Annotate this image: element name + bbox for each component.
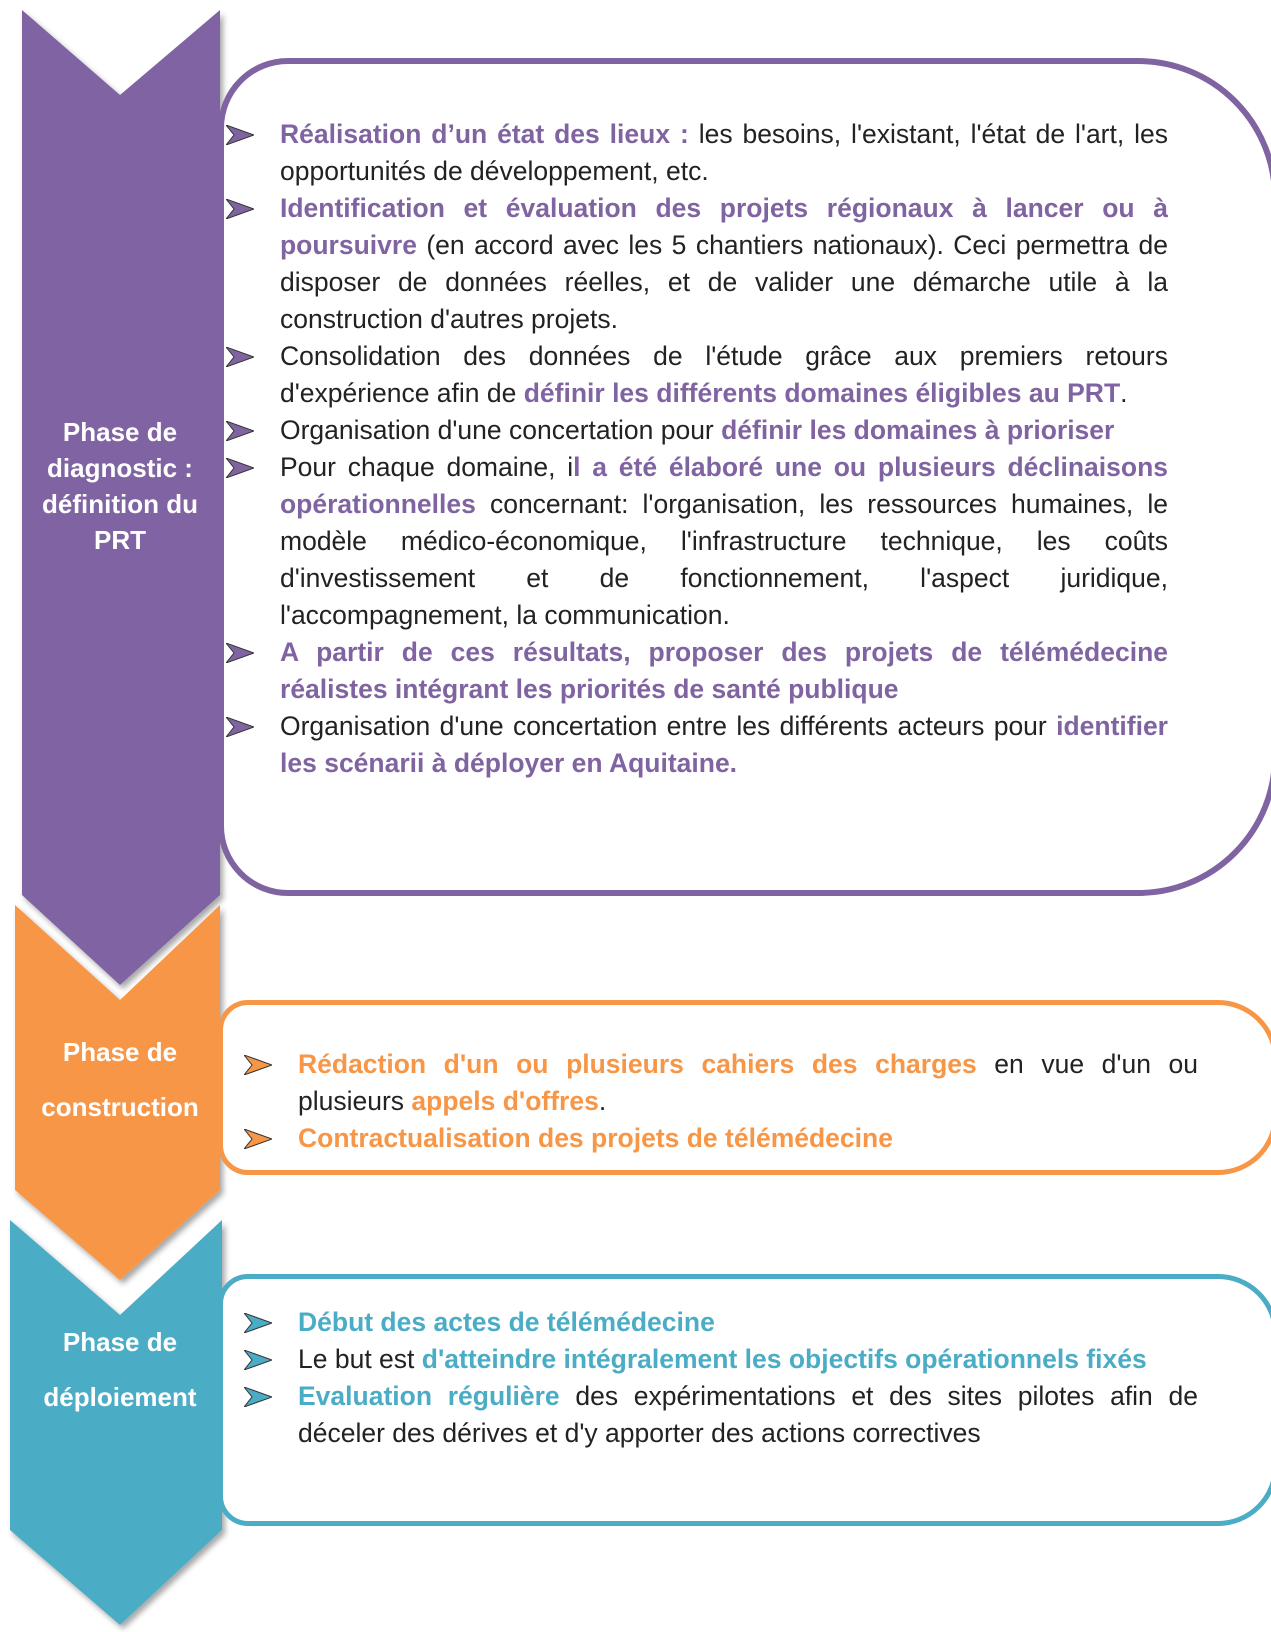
arrow-bullet-icon [226,643,254,663]
highlight-text: d'atteindre intégralement les objectifs opérationnels fixés [421,1344,1147,1374]
body-text: Pour chaque domaine, i [280,452,574,482]
arrow-bullet-icon [244,1313,272,1333]
list-item [222,412,1168,449]
body-text: Organisation d'une concertation pour [280,415,722,445]
body-text: Consolidation des données de l'étude grâce aux premiers retours d'expérience afin de [280,341,1168,408]
body-text: des expérimentations et des sites pilotes afin de déceler des dérives et d'y apporter des actions correctives [298,1381,1198,1448]
body-text: les besoins, l'existant, l'état de l'art, les opportunités de développement, etc. [280,119,1169,186]
list-item [222,338,1168,412]
arrow-bullet-icon [226,125,254,145]
body-text: Organisation d'une concertation entre les différents acteurs pour [280,711,1057,741]
arrow-bullet-icon [244,1129,272,1149]
body-text: Le but est [298,1344,422,1374]
list-item [240,1304,1198,1341]
diagnostic-list [222,116,1168,782]
highlight-text: Réalisation d’un état des lieux : [280,119,699,149]
body-text: . [1120,378,1128,408]
list-item [240,1046,1198,1120]
deploiement-list [240,1304,1198,1452]
highlight-text: appels d'offres [411,1086,599,1116]
highlight-text: Rédaction d'un ou plusieurs cahiers des charges [298,1049,977,1079]
phase-label-deploiement: Phase de déploiement [43,1327,197,1412]
list-item [240,1120,1198,1157]
arrow-bullet-icon [244,1055,272,1075]
arrow-bullet-icon [226,421,254,441]
highlight-text: définir les domaines à prioriser [721,415,1115,445]
phase-label-construction: Phase de construction [41,1037,199,1122]
highlight-text: Début des actes de télémédecine [298,1307,715,1337]
list-item [240,1378,1198,1452]
construction-list [240,1046,1198,1157]
arrow-bullet-icon [226,717,254,737]
list-item [222,708,1168,782]
body-text: . [598,1086,607,1116]
body-text: concernant: l'organisation, les ressources humaines, le modèle médico-économique, l'infrastructure technique, les coûts d'investissement et de fonctionnement, l'aspect juridique, l'accompagnement, la communication. [280,489,1168,630]
highlight-text: Evaluation régulière [298,1381,560,1411]
arrow-bullet-icon [226,347,254,367]
body-text: (en accord avec les 5 chantiers nationaux). Ceci permettra de disposer de données réelles, et de valider une démarche utile à la construction d'autres projets. [280,230,1168,334]
highlight-text: identifier les scénarii à déployer en Aquitaine. [280,711,1168,778]
highlight-text: Identification et évaluation des projets régionaux à lancer ou à poursuivre [280,193,1168,260]
phase-label-diagnostic: Phase de diagnostic : définition du PRT [42,417,198,555]
arrow-bullet-icon [244,1387,272,1407]
list-item [222,449,1168,634]
highlight-text: définir les différents domaines éligibles au PRT [523,378,1121,408]
body-text: en vue d'un ou plusieurs [298,1049,1198,1116]
list-item [222,190,1168,338]
arrow-bullet-icon [244,1350,272,1370]
arrow-bullet-icon [226,458,254,478]
arrow-bullet-icon [226,199,254,219]
highlight-text: l a été élaboré une ou plusieurs déclinaisons opérationnelles [280,452,1168,519]
list-item [222,634,1168,708]
highlight-text: A partir de ces résultats, proposer des projets de télémédecine réalistes intégrant les priorités de santé publique [280,637,1168,704]
list-item [240,1341,1198,1378]
list-item [222,116,1168,190]
highlight-text: Contractualisation des projets de télémédecine [298,1123,893,1153]
